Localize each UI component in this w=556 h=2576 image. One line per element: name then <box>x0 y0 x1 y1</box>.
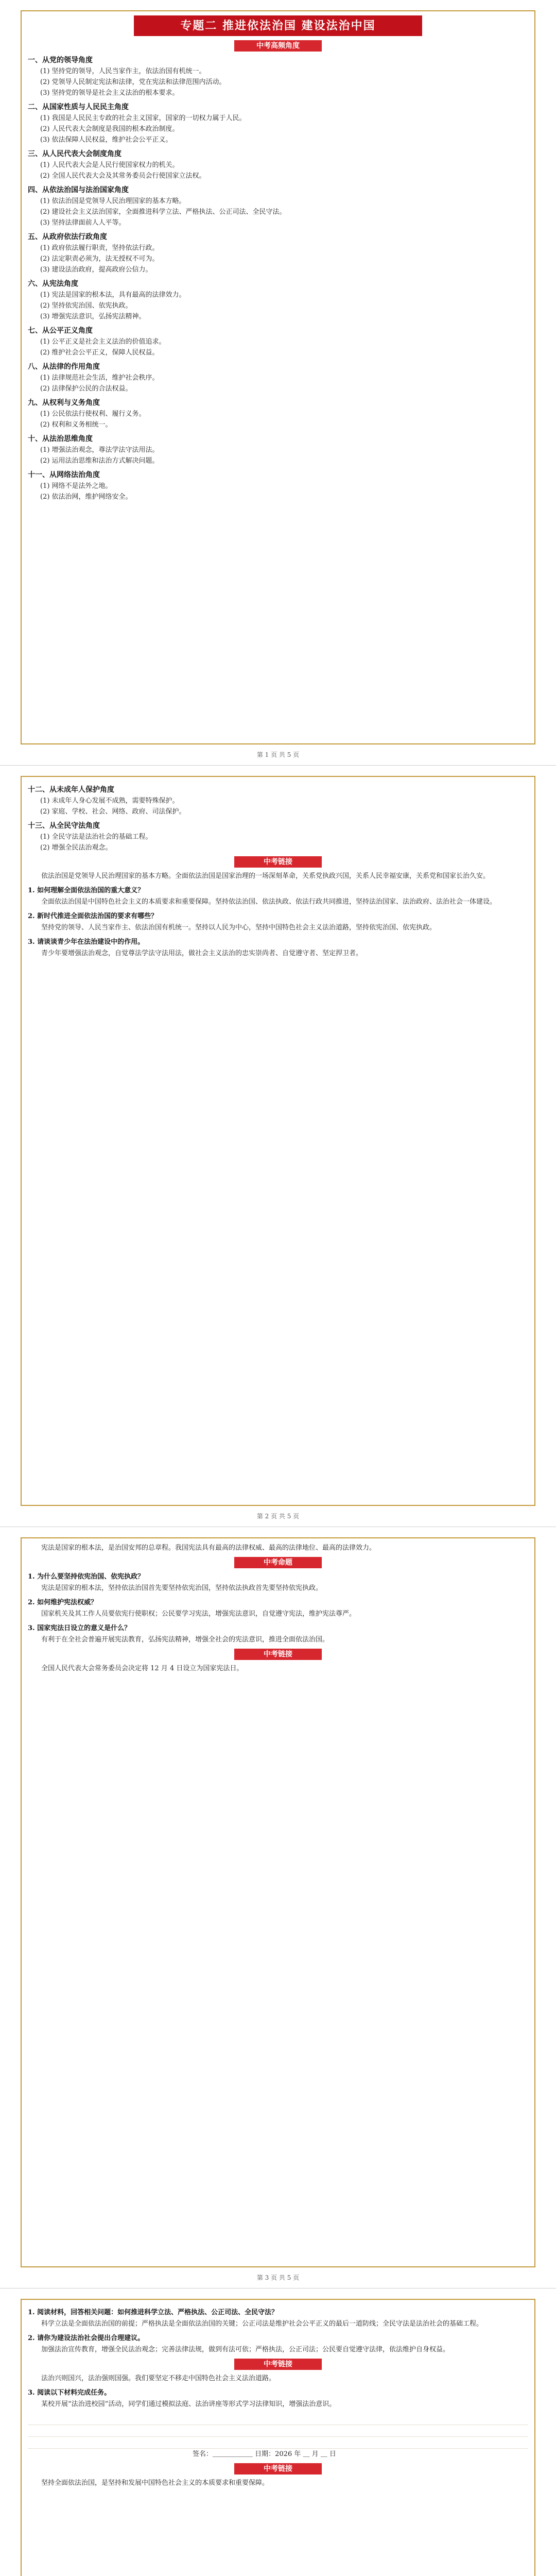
page-2 <box>0 766 556 1527</box>
question: 3. 国家宪法日设立的意义是什么？ <box>28 1624 131 1632</box>
section-item: (3) 坚持法律面前人人平等。 <box>40 219 126 227</box>
page-4 <box>0 2289 556 2576</box>
section-item: (1) 公民依法行使权利、履行义务。 <box>40 410 146 418</box>
section-item: (1) 人民代表大会是人民行使国家权力的机关。 <box>40 161 179 169</box>
section-list <box>28 784 528 853</box>
section-item: (2) 党领导人民制定宪法和法律，党在宪法和法律范围内活动。 <box>40 78 226 86</box>
section-item: (2) 坚持依宪治国、依宪执政。 <box>40 302 132 310</box>
section-tag: 中考高频角度 <box>234 40 322 52</box>
section-item: (1) 政府依法履行职责，坚持依法行政。 <box>40 244 159 252</box>
section-item: (1) 全民守法是法治社会的基础工程。 <box>40 833 152 841</box>
section-tag: 中考链接 <box>234 856 322 868</box>
section-item: (2) 权利和义务相统一。 <box>40 421 112 429</box>
section-heading: 十、从法治思维角度 <box>28 435 93 443</box>
section-item: (2) 法律保护公民的合法权益。 <box>40 385 132 393</box>
section-item: (1) 依法治国是党领导人民治理国家的基本方略。 <box>40 197 186 205</box>
question: 2. 如何维护宪法权威？ <box>28 1599 98 1606</box>
page-1 <box>0 0 556 766</box>
section-heading: 七、从公平正义角度 <box>28 327 93 335</box>
section-heading: 六、从宪法角度 <box>28 280 78 288</box>
section-tag: 中考链接 <box>234 1649 322 1660</box>
section-heading: 九、从权利与义务角度 <box>28 399 100 407</box>
section-item: (3) 坚持党的领导是社会主义法治的根本要求。 <box>40 89 179 97</box>
section-item: (2) 家庭、学校、社会、网络、政府、司法保护。 <box>40 808 186 816</box>
question: 3. 阅读以下材料完成任务。 <box>28 2389 111 2397</box>
question: 1. 阅读材料，回答相关问题：如何推进科学立法、严格执法、公正司法、全民守法？ <box>28 2309 279 2316</box>
page-4-frame <box>21 2299 535 2576</box>
question: 3. 请谈谈青少年在法治建设中的作用。 <box>28 938 145 946</box>
section-item: (2) 法定职责必须为，法无授权不可为。 <box>40 255 159 263</box>
paragraph: 科学立法是全面依法治国的前提；严格执法是全面依法治国的关键；公正司法是维护社会公平正义的最后一道防线；全民守法是法治社会的基础工程。 <box>41 2320 483 2328</box>
section-heading: 十三、从全民守法角度 <box>28 822 100 830</box>
section-item: (2) 建设社会主义法治国家，全面推进科学立法、严格执法、公正司法、全民守法。 <box>40 208 286 216</box>
page-1-frame <box>21 10 535 744</box>
page-2-frame <box>21 776 535 1506</box>
section-heading: 十二、从未成年人保护角度 <box>28 786 114 794</box>
section-heading: 一、从党的领导角度 <box>28 56 93 64</box>
paragraph: 坚持全面依法治国，是坚持和发展中国特色社会主义的本质要求和重要保障。 <box>41 2479 269 2487</box>
section-item: (1) 网络不是法外之地。 <box>40 482 112 490</box>
answer-line <box>28 2425 528 2437</box>
section-item: (2) 依法治网，维护网络安全。 <box>40 493 132 501</box>
section-item: (2) 人民代表大会制度是我国的根本政治制度。 <box>40 125 179 133</box>
question: 2. 新时代推进全面依法治国的要求有哪些？ <box>28 912 158 920</box>
section-item: (2) 运用法治思维和法治方式解决问题。 <box>40 457 159 465</box>
section-item: (3) 增强宪法意识，弘扬宪法精神。 <box>40 313 146 320</box>
section-item: (1) 宪法是国家的根本法，具有最高的法律效力。 <box>40 291 186 299</box>
section-tag: 中考链接 <box>234 2359 322 2370</box>
section-tag: 中考命题 <box>234 1557 322 1568</box>
section-list <box>28 55 528 502</box>
paragraph: 坚持党的领导、人民当家作主、依法治国有机统一。坚持以人民为中心，坚持中国特色社会主义法治道路，坚持依宪治国、依宪执政。 <box>41 924 437 931</box>
paragraph: 全面依法治国是中国特色社会主义的本质要求和重要保障。坚持依法治国、依法执政、依法行政共同推进，坚持法治国家、法治政府、法治社会一体建设。 <box>41 898 497 906</box>
question: 2. 请你为建设法治社会提出合理建议。 <box>28 2334 145 2342</box>
paragraph: 有利于在全社会普遍开展宪法教育，弘扬宪法精神，增强全社会的宪法意识，推进全面依法治国。 <box>41 1636 329 1643</box>
answer-line <box>28 2413 528 2425</box>
paragraph: 加强法治宣传教育，增强全民法治观念；完善法律法规，做到有法可依；严格执法，公正司法；公民要自觉遵守法律，依法维护自身权益。 <box>41 2346 450 2353</box>
section-item: (2) 维护社会公平正义，保障人民权益。 <box>40 349 159 357</box>
question: 1. 如何理解全面依法治国的重大意义？ <box>28 887 145 894</box>
page-3 <box>0 1527 556 2289</box>
section-item: (2) 增强全民法治观念。 <box>40 844 112 852</box>
section-heading: 十一、从网络法治角度 <box>28 471 100 479</box>
page-footer: 第 1 页 共 5 页 <box>256 751 300 758</box>
paragraph: 青少年要增强法治观念，自觉尊法学法守法用法，做社会主义法治的忠实崇尚者、自觉遵守者、坚定捍卫者。 <box>41 950 363 957</box>
section-item: (1) 我国是人民民主专政的社会主义国家，国家的一切权力属于人民。 <box>40 114 246 122</box>
section-item: (1) 未成年人身心发展不成熟，需要特殊保护。 <box>40 797 179 805</box>
section-heading: 八、从法律的作用角度 <box>28 363 100 371</box>
paragraph: 某校开展“法治进校园”活动，同学们通过模拟法庭、法治讲座等形式学习法律知识，增强法治意识。 <box>41 2400 336 2408</box>
section-heading: 二、从国家性质与人民民主角度 <box>28 103 129 111</box>
paragraph: 宪法是国家的根本法，是治国安邦的总章程。我国宪法具有最高的法律权威、最高的法律地位、最高的法律效力。 <box>41 1544 376 1552</box>
section-item: (3) 依法保障人民权益，维护社会公平正义。 <box>40 136 172 144</box>
section-item: (1) 公平正义是社会主义法治的价值追求。 <box>40 338 166 346</box>
paragraph: 全国人民代表大会常务委员会决定将 12 月 4 日设立为国家宪法日。 <box>41 1665 244 1672</box>
paragraph: 法治兴则国兴，法治强则国强。我们要坚定不移走中国特色社会主义法治道路。 <box>41 2375 276 2382</box>
section-heading: 四、从依法治国与法治国家角度 <box>28 186 129 194</box>
section-heading: 五、从政府依法行政角度 <box>28 233 107 241</box>
page-footer: 第 3 页 共 5 页 <box>256 2274 300 2281</box>
section-item: (1) 坚持党的领导，人民当家作主，依法治国有机统一。 <box>40 67 206 75</box>
page-title: 专题二 推进依法治国 建设法治中国 <box>134 15 422 36</box>
page-3-frame <box>21 1537 535 2267</box>
paragraph: 宪法是国家的根本法，坚持依法治国首先要坚持依宪治国，坚持依法执政首先要坚持依宪执政。 <box>41 1584 323 1592</box>
section-item: (3) 建设法治政府，提高政府公信力。 <box>40 266 152 274</box>
section-item: (1) 法律规范社会生活，维护社会秩序。 <box>40 374 159 382</box>
section-item: (1) 增强法治观念，尊法学法守法用法。 <box>40 446 159 454</box>
section-heading: 三、从人民代表大会制度角度 <box>28 150 121 158</box>
question: 1. 为什么要坚持依宪治国、依宪执政？ <box>28 1573 145 1581</box>
paragraph: 国家机关及其工作人员要依宪行使职权；公民要学习宪法，增强宪法意识，自觉遵守宪法，维护宪法尊严。 <box>41 1610 356 1618</box>
paragraph: 依法治国是党领导人民治理国家的基本方略。全面依法治国是国家治理的一场深刻革命，关系党执政兴国，关系人民幸福安康，关系党和国家长治久安。 <box>41 872 490 880</box>
answer-lines <box>28 2413 528 2449</box>
section-item: (2) 全国人民代表大会及其常务委员会行使国家立法权。 <box>40 172 206 180</box>
page-footer: 第 2 页 共 5 页 <box>256 1513 300 1520</box>
section-tag: 中考链接 <box>234 2463 322 2475</box>
signature-line: 签名：＿＿＿＿＿＿ 日期：2026 年 ＿ 月 ＿ 日 <box>193 2450 336 2458</box>
answer-line <box>28 2437 528 2449</box>
